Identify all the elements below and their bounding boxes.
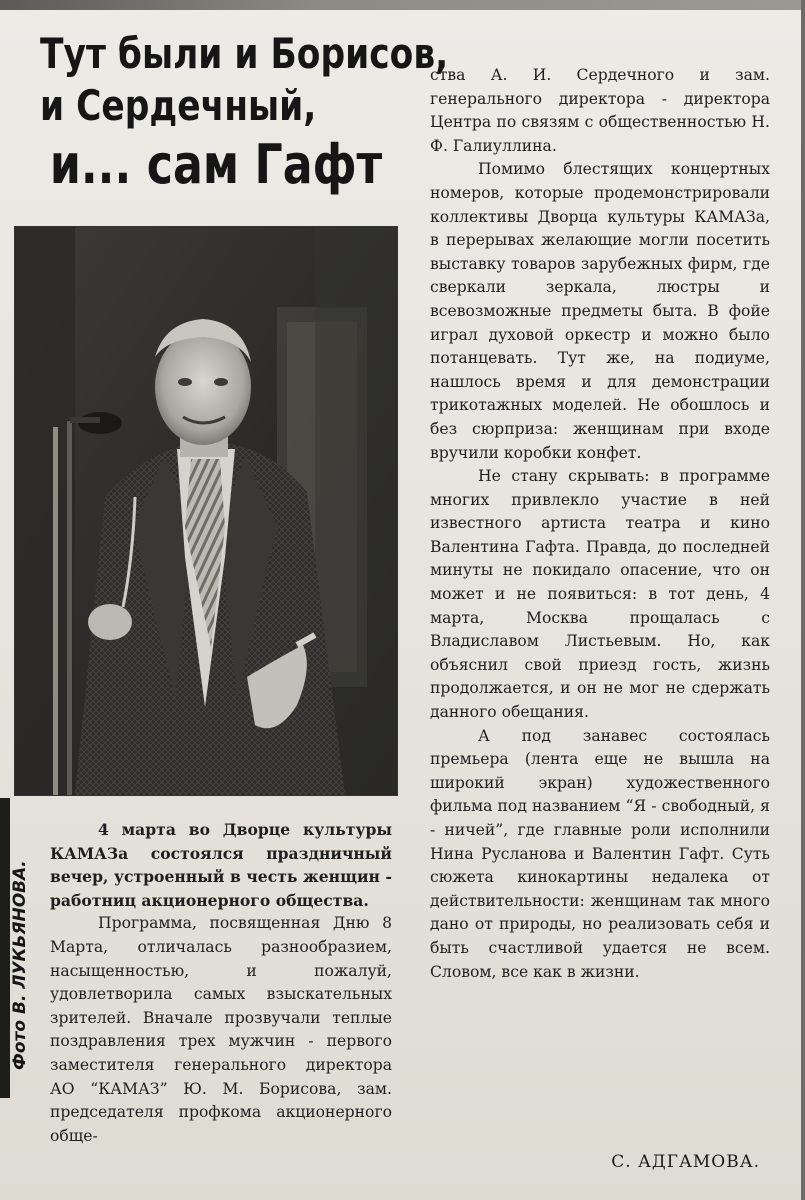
credit-bar: [0, 798, 10, 1098]
photo-credit: Фото В. ЛУКЬЯНОВА.: [10, 860, 30, 1070]
article-lead: 4 марта во Дворце культуры КАМАЗа состоялся праздничный вечер, устроенный в честь женщин - работниц акционерного общества.: [50, 820, 392, 910]
author-signature: С. АДГАМОВА.: [611, 1152, 760, 1172]
article-paragraph-1-start: Программа, посвященная Дню 8 Марта, отличалась разнообразием, насыщенностью, и пожалуй, удовлетворила самых взыскательных зрителей. Вначале прозвучали теплые поздравления трех мужчин - первого заместителя генерального директора АО “КАМАЗ” Ю. М. Борисова, зам. председателя профкома акционерного обще-: [50, 914, 392, 1145]
performer-photo-illustration: [15, 227, 397, 795]
article-paragraph-2: Помимо блестящих концертных номеров, которые продемонстрировали коллективы Дворца культуры КАМАЗа, в перерывах желающие могли посетить выставку товаров зарубежных фирм, где сверкали зеркала, люстры и всевозможные предметы быта. В фойе играл духовой оркестр и можно было потанцевать. Тут же, на подиуме, нашлось время и для демонстрации трикотажных моделей. Не обошлось и без сюрприза: женщинам при входе вручили коробки конфет.: [430, 160, 770, 462]
page-right-edge: [801, 0, 805, 1200]
article-paragraph-3: Не стану скрывать: в программе многих привлекло участие в ней известного артиста театра и кино Валентина Гафта. Правда, до последней минуты не покидало опасение, что он может и не появиться: в тот день, 4 марта, Москва прощалась с Владиславом Листьевым. Но, как объяснил свой приезд гость, жизнь продолжается, и он не мог не сдержать данного обещания.: [430, 467, 770, 722]
article-photo: [14, 226, 398, 796]
headline-line-1: Тут были и Борисов,: [40, 29, 449, 78]
article-column-left: [50, 818, 392, 1148]
page-top-edge: [0, 0, 805, 10]
headline-line-2: и Сердечный,: [40, 81, 317, 130]
article-column-right: [430, 64, 770, 984]
headline-line-3: и... сам Гафт: [49, 133, 383, 196]
article-paragraph-1-end: ства А. И. Сердечного и зам. генерального директора - директора Центра по связям с общественностью Н. Ф. Галиуллина.: [430, 66, 770, 155]
headline: [40, 28, 449, 198]
article-paragraph-4: А под занавес состоялась премьера (лента еще не вышла на широкий экран) художественного фильма под названием “Я - свободный, я - ничей”, где главные роли исполнили Нина Русланова и Валентин Гафт. Суть сюжета кинокартины недалека от действительности: женщинам так много дано от природы, но реализовать себя и быть счастливой удается не всем. Словом, все как в жизни.: [430, 726, 770, 981]
